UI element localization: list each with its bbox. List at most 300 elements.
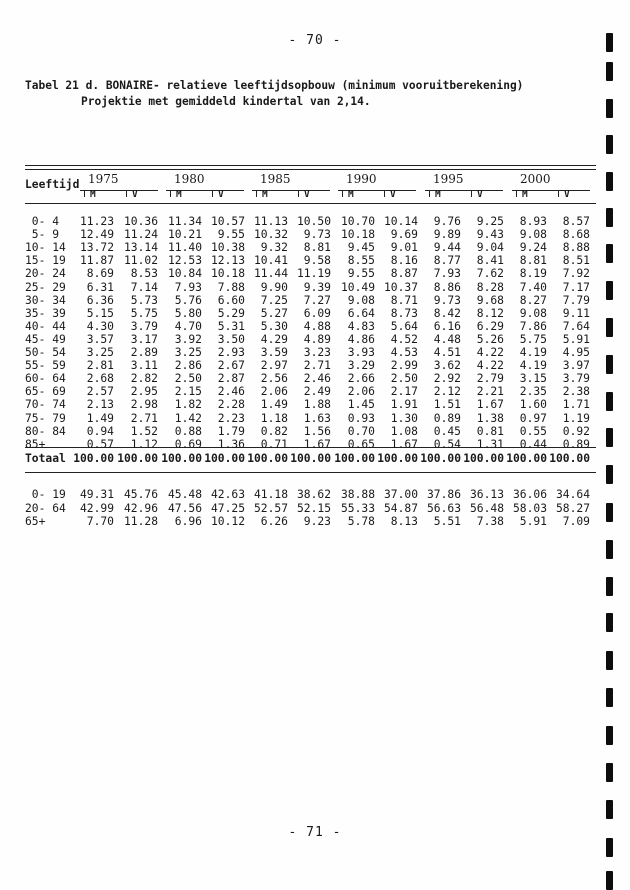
table-cell: 8.19: [519, 267, 547, 281]
table-cell: 9.44: [433, 241, 461, 255]
table-cell: 2.92: [433, 372, 461, 386]
table-cell: 1.67: [390, 437, 418, 451]
table-cell: 3.11: [130, 359, 158, 373]
table-cell: 100.00: [549, 452, 590, 465]
table-cell: 8.81: [519, 254, 547, 268]
table-cell: 2.28: [217, 398, 245, 412]
year-header-1990: 1990: [346, 172, 377, 186]
table-cell: 4.89: [303, 332, 331, 346]
table-cell: 9.73: [303, 228, 331, 242]
table-cell: 3.97: [562, 359, 590, 373]
table-cell: 1.18: [260, 411, 288, 425]
table-cell: 10.32: [253, 228, 288, 242]
binder-hole: [606, 688, 613, 707]
binder-hole: [606, 62, 613, 81]
row-label: 0- 4: [25, 215, 60, 228]
header-tick: [342, 190, 343, 197]
table-cell: 6.31: [86, 280, 114, 294]
table-cell: 100.00: [73, 452, 114, 465]
table-cell: 4.83: [347, 319, 375, 333]
table-cell: 9.04: [476, 241, 504, 255]
binder-hole: [606, 281, 613, 300]
table-cell: 8.71: [390, 293, 418, 307]
table-cell: 5.31: [217, 319, 245, 333]
table-cell: 41.18: [253, 488, 288, 501]
table-cell: 13.14: [123, 241, 158, 255]
table-cell: 100.00: [463, 452, 504, 465]
table-cell: 0.44: [519, 437, 547, 451]
table-cell: 56.63: [426, 501, 461, 515]
table-cell: 4.88: [303, 319, 331, 333]
table-cell: 6.16: [433, 319, 461, 333]
table-cell: 100.00: [420, 452, 461, 465]
table-cell: 9.90: [260, 280, 288, 294]
table-cell: 9.24: [519, 241, 547, 255]
table-cell: 9.68: [476, 293, 504, 307]
header-tick: [516, 190, 517, 197]
table-cell: 6.09: [303, 306, 331, 320]
table-cell: 3.17: [130, 332, 158, 346]
table-cell: 0.45: [433, 424, 461, 438]
table-cell: 2.99: [390, 359, 418, 373]
table-cell: 1.42: [174, 411, 202, 425]
table-cell: 8.77: [433, 254, 461, 268]
table-cell: 47.25: [210, 501, 245, 515]
table-cell: 47.56: [167, 501, 202, 515]
table-cell: 10.14: [383, 215, 418, 228]
row-label: 60- 64: [25, 372, 66, 386]
binder-hole: [606, 392, 613, 411]
table-cell: 2.50: [174, 372, 202, 386]
table-cell: 0.97: [519, 411, 547, 425]
table-cell: 7.92: [562, 267, 590, 281]
table-cell: 8.69: [86, 267, 114, 281]
table-cell: 12.13: [210, 254, 245, 268]
table-cell: 9.08: [519, 306, 547, 320]
binder-hole: [606, 613, 613, 632]
table-cell: 4.86: [347, 332, 375, 346]
table-cell: 4.22: [476, 346, 504, 359]
table-cell: 0.89: [433, 411, 461, 425]
table-cell: 8.68: [562, 228, 590, 242]
table-cell: 8.51: [562, 254, 590, 268]
table-cell: 10.18: [340, 228, 375, 242]
binder-hole: [606, 871, 613, 890]
table-cell: 1.60: [519, 398, 547, 412]
table-cell: 2.50: [390, 372, 418, 386]
table-cell: 1.12: [130, 437, 158, 451]
table-cell: 0.94: [86, 424, 114, 438]
binder-hole: [606, 172, 613, 191]
table-cell: 7.93: [433, 267, 461, 281]
table-cell: 3.25: [174, 346, 202, 359]
table-cell: 7.64: [562, 319, 590, 333]
table-cell: 0.70: [347, 424, 375, 438]
table-cell: 9.01: [390, 241, 418, 255]
row-label: 40- 44: [25, 319, 66, 333]
binder-hole: [606, 355, 613, 374]
page-number-top: - 70 -: [288, 33, 342, 48]
table-cell: 1.49: [86, 411, 114, 425]
header-tick: [170, 190, 171, 197]
page-number-bottom: - 71 -: [288, 825, 342, 840]
table-cell: 9.45: [347, 241, 375, 255]
table-cell: 2.38: [562, 385, 590, 399]
table-cell: 2.95: [130, 385, 158, 399]
table-cell: 1.88: [303, 398, 331, 412]
sex-label: M: [262, 189, 268, 200]
year-header-1985: 1985: [260, 172, 291, 186]
binder-hole: [606, 726, 613, 745]
table-caption: [25, 78, 523, 110]
table-cell: 10.49: [340, 280, 375, 294]
row-label: 65- 69: [25, 385, 66, 399]
table-cell: 2.46: [217, 385, 245, 399]
table-cell: 8.28: [476, 280, 504, 294]
table-cell: 5.75: [130, 306, 158, 320]
sex-label: V: [477, 189, 483, 200]
table-cell: 0.88: [174, 424, 202, 438]
table-cell: 8.86: [433, 280, 461, 294]
binder-hole: [606, 651, 613, 670]
table-cell: 9.25: [476, 215, 504, 228]
table-cell: 100.00: [247, 452, 288, 465]
table-cell: 9.39: [303, 280, 331, 294]
table-cell: 2.98: [130, 398, 158, 412]
table-cell: 8.73: [390, 306, 418, 320]
binder-hole: [606, 540, 613, 559]
table-cell: 7.17: [562, 280, 590, 294]
caption-line-1: Tabel 21 d. BONAIRE- relatieve leeftijdsopbouw (minimum vooruitberekening): [25, 79, 524, 92]
table-cell: 8.16: [390, 254, 418, 268]
table-cell: 52.57: [253, 501, 288, 515]
table-cell: 11.19: [296, 267, 331, 281]
table-cell: 10.84: [167, 267, 202, 281]
table-cell: 10.21: [167, 228, 202, 242]
table-cell: 1.08: [390, 424, 418, 438]
table-cell: 6.96: [174, 515, 202, 528]
table-cell: 5.73: [130, 293, 158, 307]
table-cell: 9.43: [476, 228, 504, 242]
table-cell: 1.31: [476, 437, 504, 451]
table-cell: 1.82: [174, 398, 202, 412]
row-label: 10- 14: [25, 241, 66, 255]
table-cell: 6.60: [217, 293, 245, 307]
binder-hole: [606, 428, 613, 447]
table-cell: 1.30: [390, 411, 418, 425]
header-tick: [558, 190, 559, 197]
header-tick: [384, 190, 385, 197]
row-label: 45- 49: [25, 332, 66, 346]
table-cell: 9.11: [562, 306, 590, 320]
binder-hole: [606, 244, 613, 263]
table-cell: 45.76: [123, 488, 158, 501]
table-cell: 100.00: [204, 452, 245, 465]
table-cell: 8.13: [390, 515, 418, 528]
table-cell: 3.25: [86, 346, 114, 359]
table-cell: 2.56: [260, 372, 288, 386]
table-cell: 0.82: [260, 424, 288, 438]
binder-hole: [606, 800, 613, 819]
table-cell: 0.55: [519, 424, 547, 438]
table-cell: 7.25: [260, 293, 288, 307]
table-cell: 3.79: [130, 319, 158, 333]
table-cell: 0.89: [562, 437, 590, 451]
table-cell: 100.00: [377, 452, 418, 465]
sex-label: V: [390, 189, 396, 200]
table-cell: 4.95: [562, 346, 590, 359]
table-cell: 10.18: [210, 267, 245, 281]
table-cell: 6.36: [86, 293, 114, 307]
table-top-rule: [25, 165, 596, 166]
row-label: 15- 19: [25, 254, 66, 268]
table-cell: 5.64: [390, 319, 418, 333]
year-header-1995: 1995: [433, 172, 464, 186]
table-cell: 2.97: [260, 359, 288, 373]
row-header-label: Leeftijd: [25, 178, 80, 191]
table-cell: 42.96: [123, 501, 158, 515]
table-cell: 1.38: [476, 411, 504, 425]
table-cell: 3.15: [519, 372, 547, 386]
header-tick: [471, 190, 472, 197]
table-cell: 37.00: [383, 488, 418, 501]
table-cell: 11.34: [167, 215, 202, 228]
row-label: 70- 74: [25, 398, 66, 412]
table-cell: 3.62: [433, 359, 461, 373]
table-cell: 2.23: [217, 411, 245, 425]
table-cell: 9.76: [433, 215, 461, 228]
table-cell: 34.64: [555, 488, 590, 501]
table-cell: 8.55: [347, 254, 375, 268]
table-cell: 10.38: [210, 241, 245, 255]
table-top-rule-2: [25, 169, 596, 170]
table-cell: 7.93: [174, 280, 202, 294]
table-cell: 4.70: [174, 319, 202, 333]
row-label: 75- 79: [25, 411, 66, 425]
table-cell: 7.09: [562, 515, 590, 528]
table-cell: 10.57: [210, 215, 245, 228]
table-cell: 8.41: [476, 254, 504, 268]
table-cell: 58.03: [512, 501, 547, 515]
table-cell: 2.46: [303, 372, 331, 386]
table-cell: 9.32: [260, 241, 288, 255]
table-cell: 2.79: [476, 372, 504, 386]
table-cell: 56.48: [469, 501, 504, 515]
table-cell: 36.06: [512, 488, 547, 501]
table-cell: 6.64: [347, 306, 375, 320]
table-cell: 3.50: [217, 332, 245, 346]
table-cell: 10.70: [340, 215, 375, 228]
sex-label: V: [218, 189, 224, 200]
table-cell: 7.27: [303, 293, 331, 307]
table-cell: 4.52: [390, 332, 418, 346]
table-cell: 45.48: [167, 488, 202, 501]
table-cell: 7.40: [519, 280, 547, 294]
row-label: 0- 19: [25, 488, 66, 501]
table-cell: 38.88: [340, 488, 375, 501]
binder-hole: [606, 33, 613, 52]
row-label: 20- 64: [25, 501, 66, 515]
table-cell: 2.71: [303, 359, 331, 373]
table-cell: 4.22: [476, 359, 504, 373]
table-cell: 2.66: [347, 372, 375, 386]
table-cell: 9.08: [347, 293, 375, 307]
table-cell: 2.21: [476, 385, 504, 399]
table-cell: 5.80: [174, 306, 202, 320]
table-cell: 2.82: [130, 372, 158, 386]
table-cell: 0.93: [347, 411, 375, 425]
table-cell: 8.12: [476, 306, 504, 320]
table-cell: 4.48: [433, 332, 461, 346]
table-cell: 2.89: [130, 346, 158, 359]
table-cell: 100.00: [161, 452, 202, 465]
table-cell: 9.55: [347, 267, 375, 281]
table-cell: 4.29: [260, 332, 288, 346]
table-cell: 0.71: [260, 437, 288, 451]
row-label: 25- 29: [25, 280, 66, 294]
table-cell: 7.79: [562, 293, 590, 307]
table-cell: 5.30: [260, 319, 288, 333]
table-cell: 5.15: [86, 306, 114, 320]
table-cell: 11.23: [79, 215, 114, 228]
table-cell: 2.49: [303, 385, 331, 399]
table-cell: 3.93: [347, 346, 375, 359]
table-cell: 9.73: [433, 293, 461, 307]
binder-hole: [606, 465, 613, 484]
table-cell: 8.57: [562, 215, 590, 228]
header-bottom-rule: [25, 203, 596, 204]
table-cell: 8.88: [562, 241, 590, 255]
table-cell: 11.87: [79, 254, 114, 268]
table-cell: 10.36: [123, 215, 158, 228]
table-cell: 0.57: [86, 437, 114, 451]
table-cell: 7.86: [519, 319, 547, 333]
table-cell: 2.15: [174, 385, 202, 399]
year-header-2000: 2000: [520, 172, 551, 186]
table-cell: 0.81: [476, 424, 504, 438]
table-cell: 49.31: [79, 488, 114, 501]
table-cell: 7.62: [476, 267, 504, 281]
year-header-1975: 1975: [88, 172, 119, 186]
binder-hole: [606, 318, 613, 337]
table-cell: 2.12: [433, 385, 461, 399]
table-cell: 2.13: [86, 398, 114, 412]
row-label: 30- 34: [25, 293, 66, 307]
table-cell: 0.92: [562, 424, 590, 438]
binder-hole: [606, 99, 613, 118]
table-cell: 38.62: [296, 488, 331, 501]
table-cell: 1.67: [476, 398, 504, 412]
year-header-1980: 1980: [174, 172, 205, 186]
table-cell: 4.51: [433, 346, 461, 359]
table-cell: 11.13: [253, 215, 288, 228]
table-cell: 1.67: [303, 437, 331, 451]
table-cell: 7.70: [86, 515, 114, 528]
table-cell: 10.41: [253, 254, 288, 268]
table-cell: 2.81: [86, 359, 114, 373]
table-cell: 5.27: [260, 306, 288, 320]
table-cell: 1.56: [303, 424, 331, 438]
table-cell: 42.63: [210, 488, 245, 501]
table-cell: 3.57: [86, 332, 114, 346]
table-cell: 1.71: [562, 398, 590, 412]
table-cell: 5.29: [217, 306, 245, 320]
table-cell: 54.87: [383, 501, 418, 515]
table-cell: 12.53: [167, 254, 202, 268]
table-cell: 1.52: [130, 424, 158, 438]
table-cell: 3.23: [303, 346, 331, 359]
sex-label: M: [522, 189, 528, 200]
row-label: 50- 54: [25, 346, 66, 359]
row-label: 80- 84: [25, 424, 66, 438]
table-cell: 1.91: [390, 398, 418, 412]
table-cell: 36.13: [469, 488, 504, 501]
table-cell: 3.79: [562, 372, 590, 386]
table-cell: 10.37: [383, 280, 418, 294]
table-cell: 5.76: [174, 293, 202, 307]
caption-line-2: Projektie met gemiddeld kindertal van 2,14.: [81, 95, 371, 108]
sex-label: V: [132, 189, 138, 200]
table-cell: 9.55: [217, 228, 245, 242]
table-cell: 6.26: [260, 515, 288, 528]
table-cell: 9.23: [303, 515, 331, 528]
header-tick: [212, 190, 213, 197]
table-cell: 52.15: [296, 501, 331, 515]
sex-label: M: [90, 189, 96, 200]
row-label: 20- 24: [25, 267, 66, 281]
table-cell: 1.49: [260, 398, 288, 412]
table-cell: 5.91: [562, 332, 590, 346]
table-cell: 8.93: [519, 215, 547, 228]
table-cell: 2.67: [217, 359, 245, 373]
table-cell: 11.40: [167, 241, 202, 255]
table-cell: 100.00: [117, 452, 158, 465]
row-label: 5- 9: [25, 228, 60, 242]
table-cell: 42.99: [79, 501, 114, 515]
table-cell: 1.45: [347, 398, 375, 412]
sex-label: M: [435, 189, 441, 200]
table-cell: 11.44: [253, 267, 288, 281]
table-cell: 9.08: [519, 228, 547, 242]
table-cell: 4.53: [390, 346, 418, 359]
table-cell: 0.54: [433, 437, 461, 451]
table-cell: 12.49: [79, 228, 114, 242]
table-cell: 2.17: [390, 385, 418, 399]
table-cell: 2.06: [347, 385, 375, 399]
table-cell: 10.50: [296, 215, 331, 228]
table-cell: 11.02: [123, 254, 158, 268]
table-cell: 0.69: [174, 437, 202, 451]
table-cell: 10.12: [210, 515, 245, 528]
row-label: 35- 39: [25, 306, 66, 320]
table-cell: 8.87: [390, 267, 418, 281]
row-label: 65+: [25, 515, 46, 528]
table-cell: 8.27: [519, 293, 547, 307]
table-cell: 5.26: [476, 332, 504, 346]
sex-label: V: [304, 189, 310, 200]
table-cell: 11.28: [123, 515, 158, 528]
table-cell: 5.51: [433, 515, 461, 528]
table-cell: 4.19: [519, 359, 547, 373]
table-cell: 58.27: [555, 501, 590, 515]
sex-label: V: [564, 189, 570, 200]
table-cell: 2.87: [217, 372, 245, 386]
table-cell: 2.57: [86, 385, 114, 399]
table-cell: 1.63: [303, 411, 331, 425]
table-cell: 100.00: [290, 452, 331, 465]
binder-hole: [606, 503, 613, 522]
table-cell: 7.14: [130, 280, 158, 294]
